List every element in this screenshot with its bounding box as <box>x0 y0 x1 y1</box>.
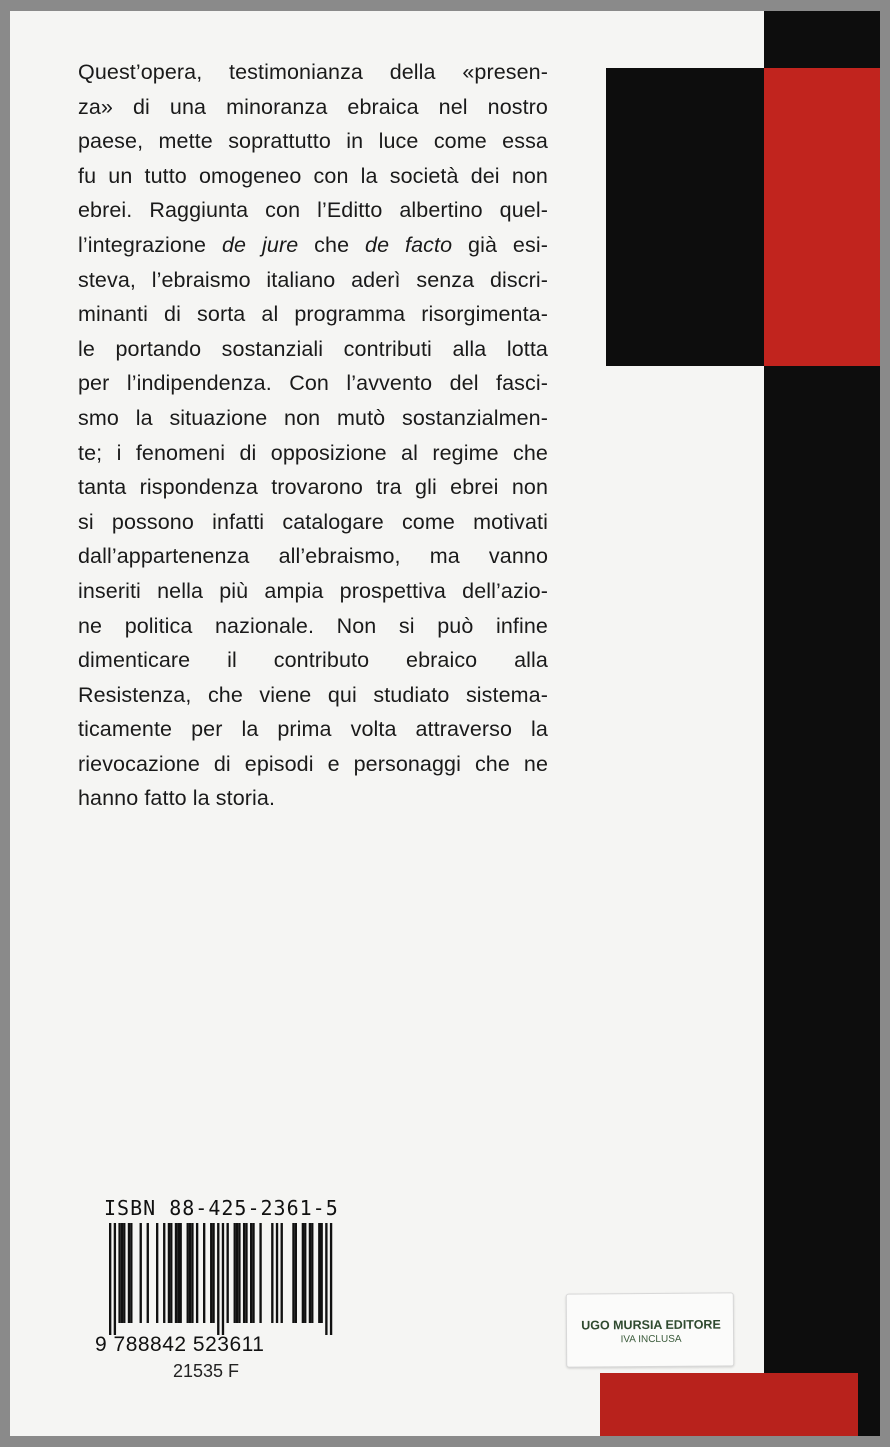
blurb-text: già esi- <box>452 232 548 257</box>
barcode-bar <box>281 1223 283 1323</box>
barcode-bar <box>304 1223 306 1323</box>
sticker-note: IVA INCLUSA <box>620 1333 682 1346</box>
blurb-line: rievocazione di episodi e personaggi che ne <box>78 751 548 776</box>
barcode-bar <box>311 1223 313 1323</box>
barcode-bar <box>180 1223 182 1323</box>
blurb-italic-term: de jure <box>222 232 299 257</box>
blurb-line: minanti di sorta al programma risorgimenta- <box>78 302 548 327</box>
barcode-bar <box>175 1223 177 1323</box>
barcode-bar <box>170 1223 172 1323</box>
barcode-bar <box>123 1223 125 1323</box>
black-square-block <box>606 68 764 366</box>
barcode-bar <box>212 1223 214 1323</box>
barcode-bar <box>203 1223 205 1323</box>
barcode-bar <box>295 1223 297 1323</box>
blurb-line: ebrei. Raggiunta con l’Editto albertino quel- <box>78 198 548 223</box>
barcode-bar <box>177 1223 179 1323</box>
barcode-bar <box>302 1223 304 1323</box>
blurb-line: fu un tutto omogeneo con la società dei non <box>78 163 548 188</box>
blurb-line: paese, mette soprattutto in luce come essa <box>78 129 548 154</box>
blurb-text: che <box>298 232 366 257</box>
barcode-bar <box>243 1223 245 1323</box>
barcode-bar <box>196 1223 198 1323</box>
barcode-bar <box>217 1223 219 1335</box>
blurb-line: ne politica nazionale. Non si può infine <box>78 613 548 638</box>
blurb-line: za» di una minoranza ebraica nel nostro <box>78 94 548 119</box>
barcode-bar <box>163 1223 165 1323</box>
barcode-bar <box>114 1223 116 1335</box>
blurb-line: ticamente per la prima volta attraverso la <box>78 717 548 742</box>
red-bottom-block <box>600 1373 858 1436</box>
back-cover <box>10 11 880 1436</box>
blurb-line: steva, l’ebraismo italiano aderì senza discri- <box>78 267 548 292</box>
blurb-line: dimenticare il contributo ebraico alla <box>78 648 548 673</box>
barcode-bar <box>330 1223 332 1335</box>
barcode-bar <box>325 1223 327 1335</box>
blurb-line: dall’appartenenza all’ebraismo, ma vanno <box>78 544 548 569</box>
barcode-bar <box>276 1223 278 1323</box>
barcode-bar <box>118 1223 120 1323</box>
barcode-bar <box>318 1223 320 1323</box>
barcode-bar <box>130 1223 132 1323</box>
barcode-bar <box>147 1223 149 1323</box>
barcode-bar <box>189 1223 191 1323</box>
barcode-bar <box>191 1223 193 1323</box>
blurb-italic-term: de facto <box>365 232 453 257</box>
barcode-bars <box>97 1223 337 1335</box>
barcode-bar <box>234 1223 236 1323</box>
barcode-bar <box>187 1223 189 1323</box>
blurb-line: Quest’opera, testimonianza della «presen- <box>78 60 548 84</box>
blurb-line: tanta rispondenza trovarono tra gli ebrei non <box>78 475 548 500</box>
barcode-bar <box>321 1223 323 1323</box>
barcode-digits: 9 788842 523611 <box>95 1333 265 1356</box>
barcode-bar <box>227 1223 229 1323</box>
blurb-line: Resistenza, che viene qui studiato sistema- <box>78 682 548 707</box>
blurb-line: te; i fenomeni di opposizione al regime che <box>78 440 548 465</box>
barcode-bar <box>210 1223 212 1323</box>
barcode-bar <box>292 1223 294 1323</box>
isbn-label: ISBN 88-425-2361-5 <box>104 1196 339 1220</box>
barcode-bar <box>238 1223 240 1323</box>
blurb-line: smo la situazione non mutò sostanzialmen- <box>78 405 548 430</box>
blurb-line: si possono infatti catalogare come motivati <box>78 509 548 534</box>
barcode-bar <box>156 1223 158 1323</box>
price-code: 21535 F <box>173 1361 240 1381</box>
barcode-bar <box>259 1223 261 1323</box>
blurb-text: l’integrazione <box>78 232 222 257</box>
barcode-bar <box>309 1223 311 1323</box>
barcode-bar <box>168 1223 170 1323</box>
barcode-bar <box>250 1223 252 1323</box>
barcode-bar <box>109 1223 111 1335</box>
price-sticker <box>566 1292 735 1367</box>
blurb-line: per l’indipendenza. Con l’avvento del fasci- <box>78 371 548 396</box>
blurb-line <box>78 228 548 263</box>
barcode-bar <box>121 1223 123 1323</box>
barcode-bar <box>236 1223 238 1323</box>
blurb-line: hanno fatto la storia. <box>78 786 276 811</box>
sticker-publisher: UGO MURSIA EDITORE <box>581 1317 721 1333</box>
back-cover-blurb <box>78 55 548 816</box>
barcode-bar <box>140 1223 142 1323</box>
barcode-bar <box>245 1223 247 1323</box>
barcode-bar <box>222 1223 224 1335</box>
blurb-line: inseriti nella più ampia prospettiva dell’azio- <box>78 578 548 603</box>
barcode-bar <box>271 1223 273 1323</box>
barcode-bar <box>252 1223 254 1323</box>
barcode-bar <box>128 1223 130 1323</box>
blurb-line: le portando sostanziali contributi alla lotta <box>78 336 548 361</box>
red-square-block <box>764 68 880 366</box>
